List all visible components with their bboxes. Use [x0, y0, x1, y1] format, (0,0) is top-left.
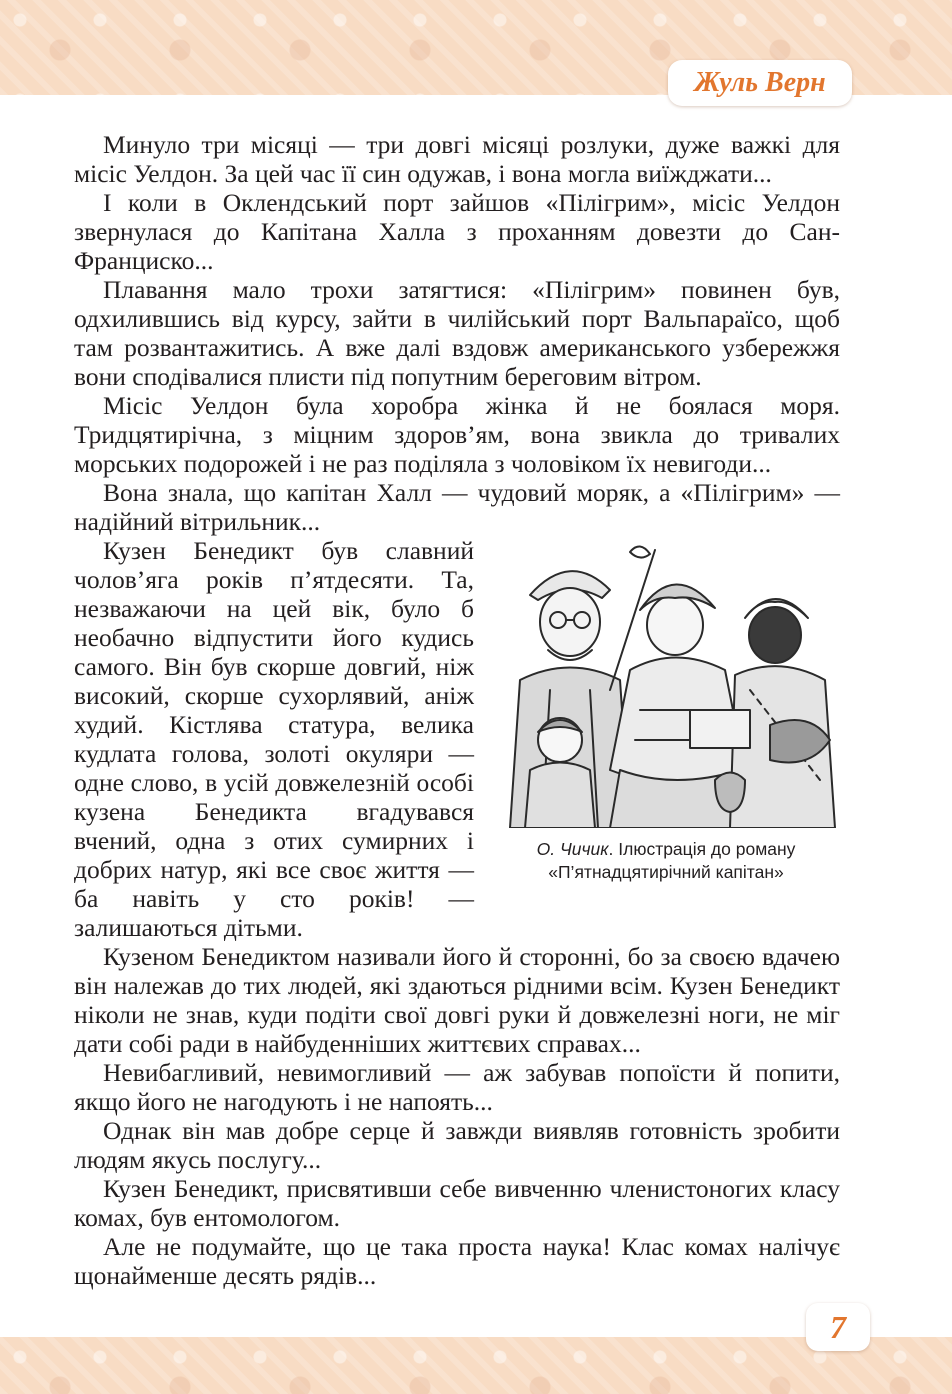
paragraph: Місіс Уелдон була хоробра жінка й не боялася моря. Тридцятирічна, з міцним здоров’ям, вона звикла до тривалих морських подорожей і не раз поділяла з чоловіком їх невигоди... [74, 391, 840, 478]
body-text [74, 130, 840, 1290]
paragraph: Кузен Бенедикт, присвятивши себе вивченню членистоногих класу комах, був ентомологом. [74, 1174, 840, 1232]
paragraph: І коли в Оклендський порт зайшов «Пілігрим», місіс Уелдон звернулася до Капітана Халла з проханням довезти до Сан-Франциско... [74, 188, 840, 275]
illustration-caption [486, 838, 846, 884]
paragraph: Кузеном Бенедиктом називали його й сторонні, бо за своєю вдачею він належав до тих людей, які здаються рідними всім. Кузен Бенедикт ніколи не знав, куди подіти свої довгі руки й довжелезні ноги, не міг дати собі ради в найбуденніших життєвих справах... [74, 942, 840, 1058]
paragraph: Невибагливий, невимогливий — аж забував попоїсти й попити, якщо його не нагодують і не напоять... [74, 1058, 840, 1116]
running-header-title: Жуль Верн [694, 67, 826, 98]
paragraph: Кузен Бенедикт був славний чолов’яга років п’ятдесяти. Та, незважаючи на цей вік, було б необачно відпустити його кудись самого. Він був скорше довгий, ніж високий, скорше сухорлявий, аніж худий. Кістлява статура, велика кудлата голова, золоті окуляри — одне слово, в усій довжелезній особі кузена Бенедикта вгадувався вчений, одна з отих сумирних і добрих натур, які все своє життя — ба навіть у сто років! — залишаються дітьми. [74, 536, 474, 942]
paragraph: Але не подумайте, що це така проста наука! Клас комах налічує щонайменше десять рядів... [74, 1232, 840, 1290]
caption-text: . Ілюстрація до роману [608, 839, 796, 859]
paragraph: Плавання мало трохи затягтися: «Пілігрим» повинен був, одхилившись від курсу, зайти в чилійський порт Вальпараїсо, щоб там розвантажитись. А вже далі вздовж американського узбережжя вони сподівалися плисти під попутним береговим вітром. [74, 275, 840, 391]
paragraph: Вона знала, що капітан Халл — чудовий моряк, а «Пілігрим» — надійний вітрильник... [74, 478, 840, 536]
caption-novel-title: «П’ятнадцятирічний капітан» [548, 862, 784, 882]
caption-author: О. Чичик [536, 839, 609, 859]
paragraph: Минуло три місяці — три довгі місяці розлуки, дуже важкі для місіс Уелдон. За цей час її син одужав, і вона могла виїжджати... [74, 130, 840, 188]
illustration-figure [486, 540, 846, 900]
page-number: 7 [830, 1308, 846, 1345]
page-number-badge [806, 1303, 870, 1351]
running-header [668, 60, 852, 106]
illustration-image [490, 540, 842, 828]
paragraph: Однак він мав добре серце й завжди виявляв готовність зробити людям якусь послугу... [74, 1116, 840, 1174]
